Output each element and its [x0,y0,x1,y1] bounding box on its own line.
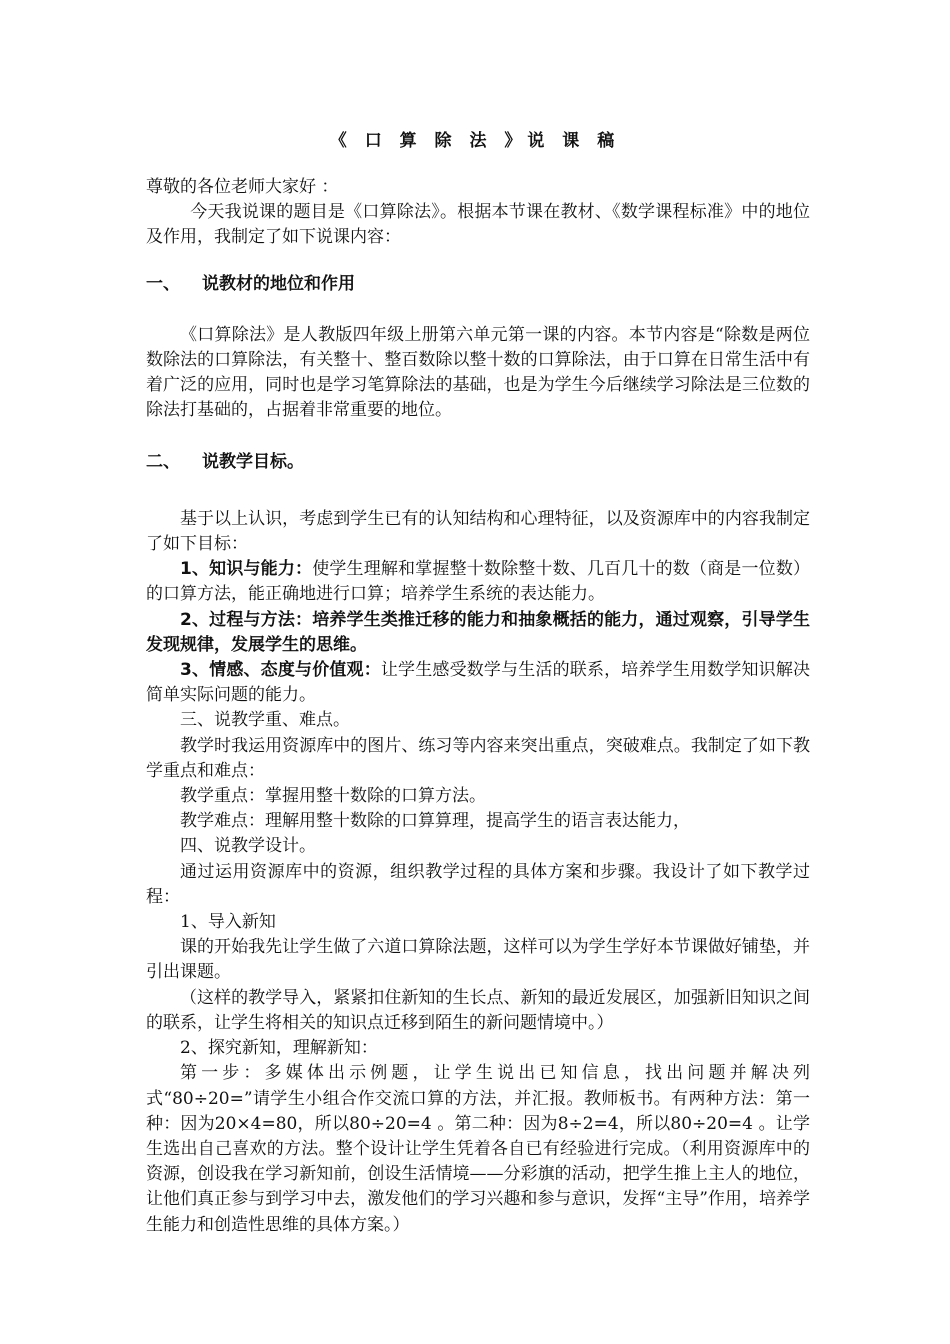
section-title: 说教学目标。 [202,451,304,472]
section-number: 二、 [146,451,180,472]
page-title: 《 口 算 除 法 》说 课 稿 [329,131,621,151]
goal-text: 让学生感受数学与生活的联系，培养学生用数学知识解决简单实际问题的能力。 [146,660,811,706]
goal-label: 2、过程与方法： [180,609,313,630]
goal-item [146,608,810,658]
step2-paragraph: 第一步：多媒体出示例题，让学生说出已知信息，找出问题并解决列式“80÷20=”请学生小组合作交流口算的方法，并汇报。教师板书。有两种方法：第一种：因为20×4=80，所以80÷20=4 。第二种：因为8÷2=4，所以80÷20=4 。让学生选出自己喜欢的方法。整个设计让学生凭着各自已有经验进行完成。（利用资源库中的资源，创设我在学习新知前，创设生活情境——分彩旗的活动，把学生推上主人的地位，让他们真正参与到学习中去，激发他们的学习兴趣和参与意识，发挥“主导”作用，培养学生能力和创造性思维的具体方案。） [146,1063,810,1235]
section-number: 一、 [146,273,180,294]
section-heading-1 [146,272,810,297]
section2-paragraph: 基于以上认识，考虑到学生已有的认知结构和心理特征，以及资源库中的内容我制定了如下目标： [146,508,810,555]
goal-text: 培养学生类推迁移的能力和抽象概括的能力，通过观察，引导学生发现规律，发展学生的思维。 [146,609,810,655]
step1-note: （这样的教学导入，紧紧扣住新知的生长点、新知的最近发展区，加强新旧知识之间的联系，让学生将相关的知识点迁移到陌生的新问题情境中。） [146,987,810,1033]
goal-text: 使学生理解和掌握整十数除整十数、几百几十的数（商是一位数）的口算方法，能正确地进行口算；培养学生系统的表达能力。 [146,559,810,605]
section-heading-4: 四、说教学设计。 [180,836,316,857]
section3-paragraph: 教学时我运用资源库中的图片、练习等内容来突出重点，突破难点。我制定了如下教学重点和难点： [146,735,810,781]
document-body [146,175,810,1238]
section-heading-2 [146,450,810,475]
intro-paragraph: 今天我说课的题目是《口算除法》。根据本节课在教材、《数学课程标准》中的地位及作用，我制定了如下说课内容： [146,202,810,248]
section-heading-3: 三、说教学重、难点。 [180,710,350,731]
step1-title: 1、导入新知 [180,912,276,933]
difficult-point: 教学难点：理解用整十数除的口算算理，提高学生的语言表达能力， [180,811,690,832]
section1-paragraph: 《口算除法》是人教版四年级上册第六单元第一课的内容。本节内容是“除数是两位数除法的口算除法，有关整十、整百数除以整十数的口算除法，由于口算在日常生活中有着广泛的应用，同时也是学习笔算除法的基础，也是为学生今后继续学习除法是三位数的除法打基础的，占据着非常重要的地位。 [146,324,810,421]
goal-item [146,557,810,607]
key-point: 教学重点：掌握用整十数除的口算方法。 [180,786,486,807]
goal-label: 3、情感、态度与价值观： [180,660,381,681]
goal-label: 1、知识与能力： [180,559,313,580]
greeting: 尊敬的各位老师大家好 ： [146,177,339,197]
section-title: 说教材的地位和作用 [202,273,355,294]
goal-item [146,658,810,708]
step1-paragraph: 课的开始我先让学生做了六道口算除法题，这样可以为学生学好本节课做好铺垫，并引出课题。 [146,937,810,983]
section4-paragraph: 通过运用资源库中的资源，组织教学过程的具体方案和步骤。我设计了如下教学过程： [146,861,810,907]
step2-title: 2、探究新知，理解新知： [180,1038,378,1059]
